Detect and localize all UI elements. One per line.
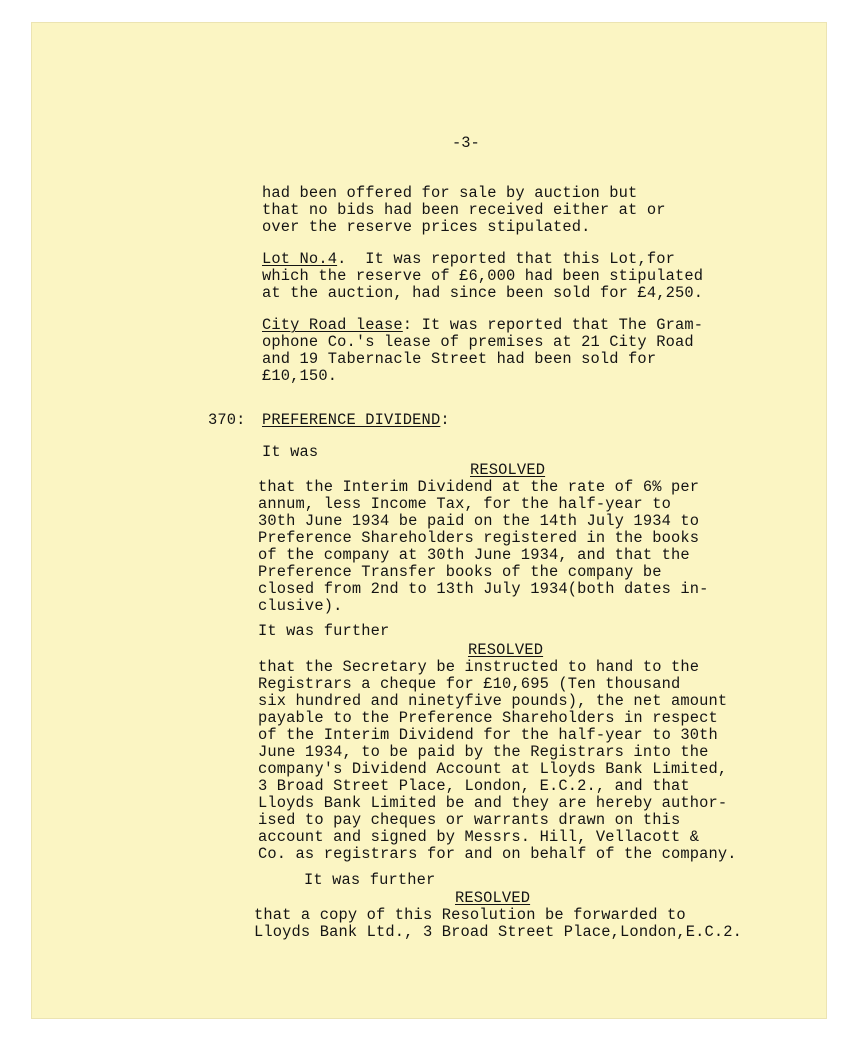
text-line: ophone Co.'s lease of premises at 21 City Road [262,333,694,351]
text-line: Preference Shareholders registered in the books [258,529,700,547]
page-number: -3- [452,134,480,152]
text-line: payable to the Preference Shareholders in respect [258,709,718,727]
lot-4-heading: Lot No.4 [262,250,338,268]
text-line: Co. as registrars for and on behalf of the company. [258,845,737,863]
text-line: over the reserve prices stipulated. [262,218,591,236]
resolution-lead: It was [262,443,319,461]
resolution-lead: It was further [304,871,436,889]
heading-colon: : [440,411,450,429]
text-line: that a copy of this Resolution be forwarded to [254,906,686,924]
text-line: £10,150. [262,367,338,385]
text-line: at the auction, had since been sold for £4,250. [262,284,704,302]
resolved-heading: RESOLVED [470,461,546,479]
text-line [262,251,675,268]
text-line: clusive). [258,597,343,615]
text-line: 3 Broad Street Place, London, E.C.2., and that [258,777,690,795]
text-line: that the Secretary be instructed to hand to the [258,658,700,676]
text-line: Preference Transfer books of the company be [258,563,662,581]
text-line: Registrars a cheque for £10,695 (Ten thousand [258,675,681,693]
text-line: June 1934, to be paid by the Registrars into the [258,743,709,761]
text-line: and 19 Tabernacle Street had been sold for [262,350,657,368]
section-heading [262,412,450,429]
text-line: Lloyds Bank Limited be and they are hereby author- [258,794,728,812]
text-line [262,317,703,334]
text-line: 30th June 1934 be paid on the 14th July 1934 to [258,512,700,530]
item-number: 370: [208,411,246,429]
lot-4-text: . It was reported that this Lot,for [337,250,675,268]
text-line: annum, less Income Tax, for the half-year to [258,495,671,513]
text-line: of the Interim Dividend for the half-year to 30th [258,726,718,744]
preference-dividend-heading: PREFERENCE DIVIDEND [262,411,441,429]
city-road-heading: City Road lease [262,316,403,334]
resolved-heading: RESOLVED [455,889,531,907]
text-line: Lloyds Bank Ltd., 3 Broad Street Place,London,E.C.2. [254,923,743,941]
text-line: account and signed by Messrs. Hill, Vellacott & [258,828,700,846]
text-line: of the company at 30th June 1934, and that the [258,546,690,564]
text-line: ised to pay cheques or warrants drawn on this [258,811,681,829]
text-line: had been offered for sale by auction but [262,184,638,202]
resolved-heading: RESOLVED [468,641,544,659]
text-line: which the reserve of £6,000 had been stipulated [262,267,704,285]
city-road-text: : It was reported that The Gram- [402,316,704,334]
text-line: closed from 2nd to 13th July 1934(both dates in- [258,580,709,598]
text-line: company's Dividend Account at Lloyds Bank Limited, [258,760,728,778]
text-line: six hundred and ninetyfive pounds), the net amount [258,692,728,710]
resolution-lead: It was further [258,622,390,640]
text-line: that the Interim Dividend at the rate of 6% per [258,478,700,496]
text-line: that no bids had been received either at or [262,201,666,219]
